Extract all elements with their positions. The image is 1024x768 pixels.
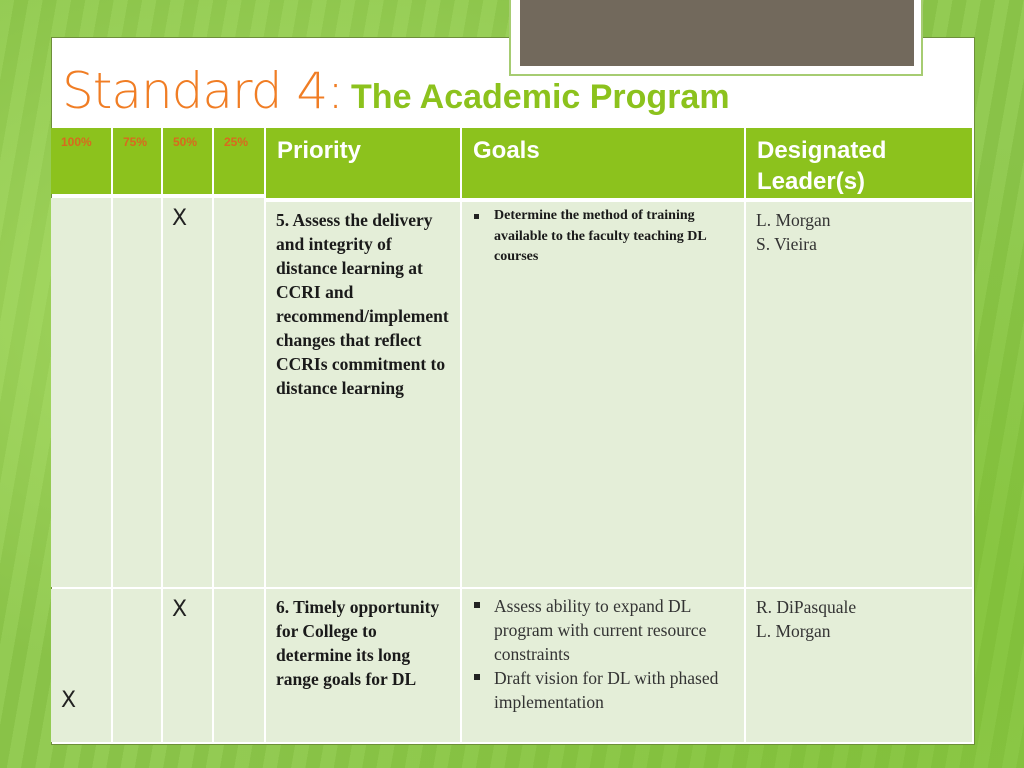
row2-cell-25 xyxy=(214,589,264,742)
row2-leader-2: L. Morgan xyxy=(756,621,831,641)
row2-cell-50 xyxy=(163,589,212,742)
header-priority xyxy=(266,128,460,198)
row2-goal-item-1: Assess ability to expand DL program with current resource constraints xyxy=(462,594,744,666)
title-standard: Standard 4: xyxy=(62,62,344,120)
row2-goal-item-2: Draft vision for DL with phased implementation xyxy=(462,666,744,714)
row1-cell-25 xyxy=(214,198,264,587)
row2-mark-100: X xyxy=(61,688,77,713)
row2-priority-text: 6. Timely opportunity for College to determine its long range goals for DL xyxy=(276,597,440,689)
row1-priority-cell xyxy=(266,202,460,587)
row1-goal-item: Determine the method of training available to the faculty teaching DL courses xyxy=(462,206,744,268)
priority-header-label: Priority xyxy=(277,137,362,164)
row2-leader-1: R. DiPasquale xyxy=(756,597,857,617)
row2-cell-75 xyxy=(113,589,161,742)
header-pct-75 xyxy=(113,128,161,194)
row1-leaders-cell xyxy=(746,202,972,587)
header-pct-25 xyxy=(214,128,264,194)
row2-goals-list xyxy=(462,594,744,714)
row1-leader-1: L. Morgan xyxy=(756,210,831,230)
header-pct-100 xyxy=(51,128,111,194)
row2-leaders xyxy=(746,589,972,643)
header-photo xyxy=(520,0,914,66)
row1-priority-text: 5. Assess the delivery and integrity of distance learning at CCRI and recommend/implement changes that reflect CCRIs commitment to distance learning xyxy=(276,210,449,398)
row1-cell-100 xyxy=(51,198,111,587)
row2-mark-50: X xyxy=(172,597,188,622)
row1-leader-2: S. Vieira xyxy=(756,234,817,254)
row1-cell-75 xyxy=(113,198,161,587)
header-leaders xyxy=(746,128,972,198)
goals-header-label: Goals xyxy=(473,137,540,164)
pct-75-label: 75% xyxy=(123,135,148,149)
slide-title xyxy=(62,62,730,120)
header-goals xyxy=(462,128,744,198)
leaders-header-label: Designated Leader(s) xyxy=(757,137,887,195)
pct-50-label: 50% xyxy=(173,135,198,149)
row2-priority-cell xyxy=(266,589,460,742)
row1-cell-50 xyxy=(163,198,212,587)
pct-100-label: 100% xyxy=(61,135,92,149)
pct-25-label: 25% xyxy=(224,135,249,149)
row2-cell-100 xyxy=(51,589,111,742)
row1-goals-cell xyxy=(462,202,744,587)
row1-goals-list xyxy=(462,206,744,268)
row2-leaders-cell xyxy=(746,589,972,742)
row2-goals-cell xyxy=(462,589,744,742)
header-pct-50 xyxy=(163,128,212,194)
row1-leaders xyxy=(746,202,972,256)
title-subject: The Academic Program xyxy=(351,78,730,116)
row1-mark-50: X xyxy=(172,206,188,231)
